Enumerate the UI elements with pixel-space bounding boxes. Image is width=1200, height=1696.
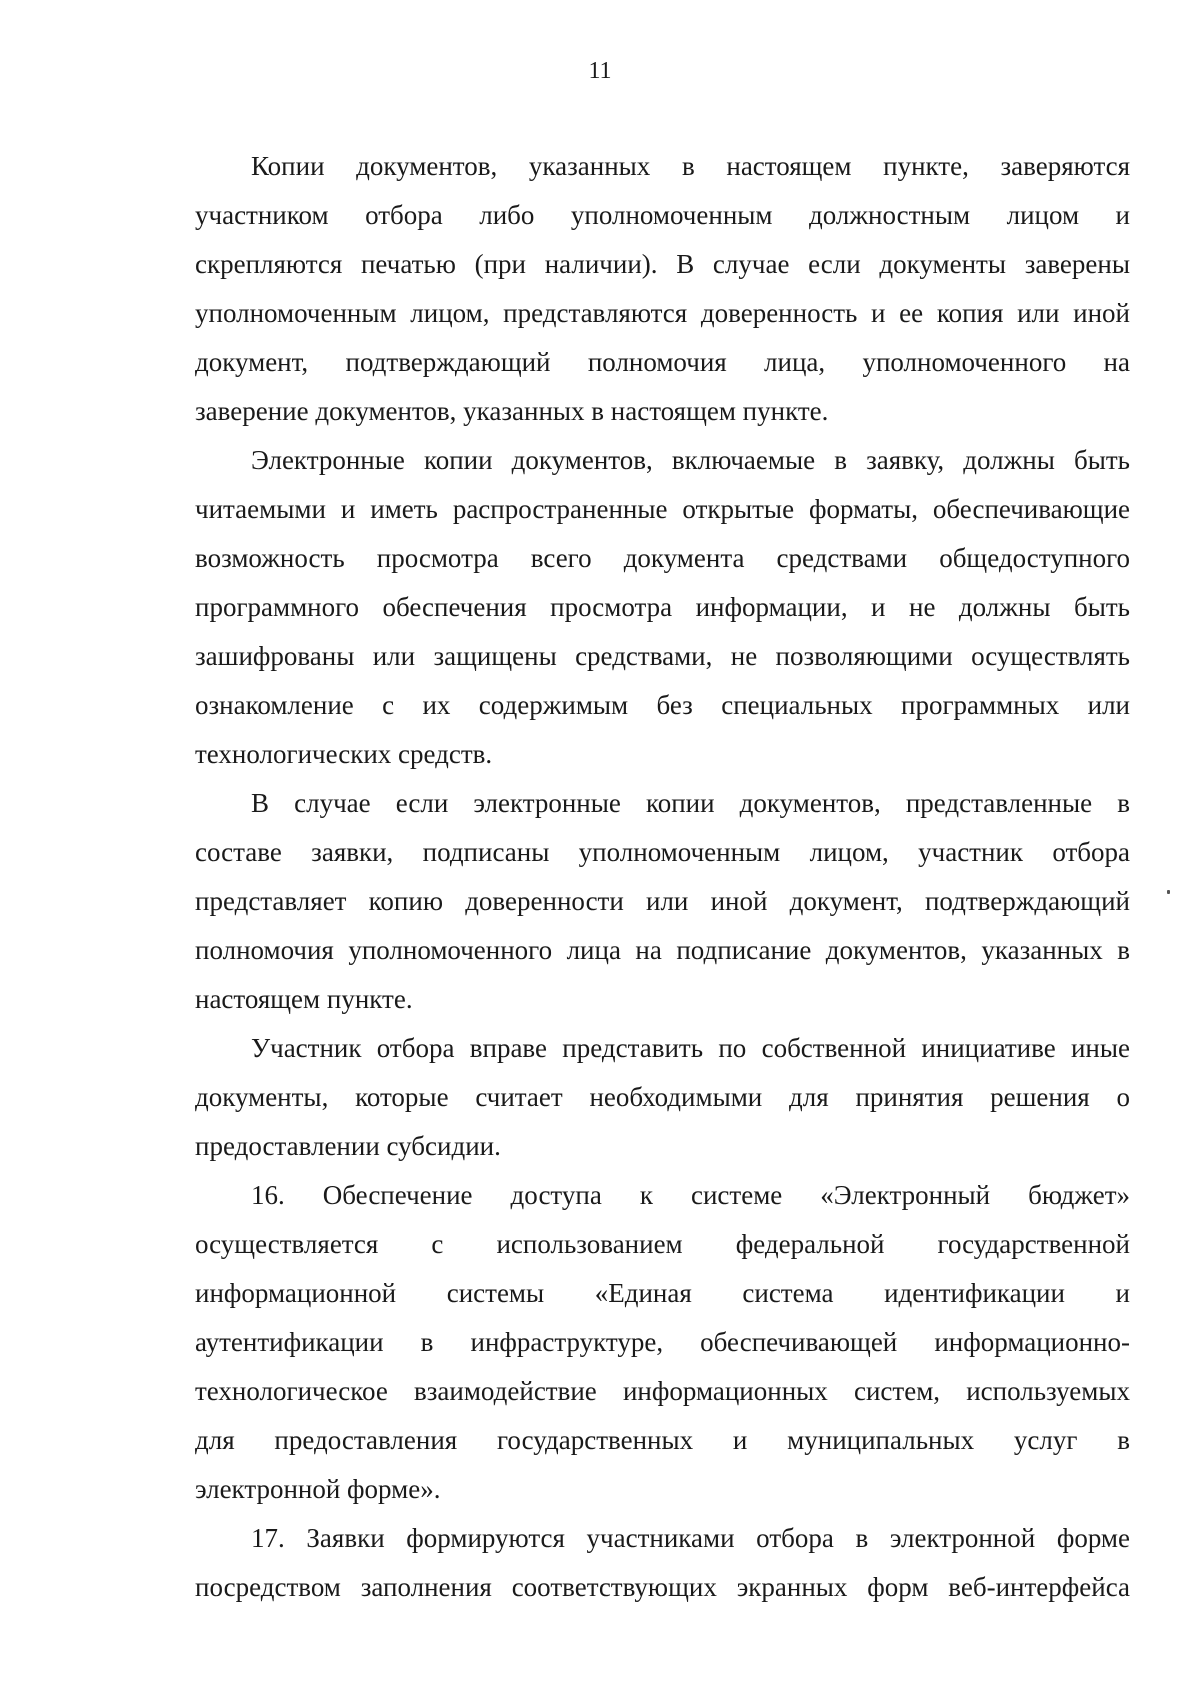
paragraph-item-16 (195, 1171, 1130, 1514)
text-line: участником отбора либо уполномоченным должностным лицом и (195, 200, 1130, 230)
text-line: Электронные копии документов, включаемые в заявку, должны быть (251, 445, 1130, 475)
text-line: зашифрованы или защищены средствами, не позволяющими осуществлять (195, 641, 1130, 671)
text-line: скрепляются печатью (при наличии). В случае если документы заверены (195, 249, 1130, 279)
text-line: составе заявки, подписаны уполномоченным лицом, участник отбора (195, 837, 1130, 867)
document-body (195, 142, 1130, 1612)
scan-speck (1167, 890, 1170, 894)
paragraph-signed-copies (195, 779, 1130, 1024)
page-number: 11 (588, 58, 612, 84)
text-line: осуществляется с использованием федеральной государственной (195, 1229, 1130, 1259)
text-line: ознакомление с их содержимым без специальных программных или (195, 690, 1130, 720)
text-line: представляет копию доверенности или иной документ, подтверждающий (195, 886, 1130, 916)
text-line: В случае если электронные копии документов, представленные в (251, 788, 1130, 818)
paragraph-electronic-copies (195, 436, 1130, 779)
paragraph-other-documents (195, 1024, 1130, 1171)
text-line: Копии документов, указанных в настоящем пункте, заверяются (251, 151, 1130, 181)
text-line: уполномоченным лицом, представляются доверенность и ее копия или иной (195, 298, 1130, 328)
text-line: полномочия уполномоченного лица на подписание документов, указанных в (195, 935, 1130, 965)
text-line: Участник отбора вправе представить по собственной инициативе иные (251, 1033, 1130, 1063)
paragraph-item-17 (195, 1514, 1130, 1612)
text-line: документ, подтверждающий полномочия лица, уполномоченного на (195, 347, 1130, 377)
text-line: возможность просмотра всего документа средствами общедоступного (195, 543, 1130, 573)
text-line: технологических средств. (195, 739, 493, 769)
text-line: электронной форме». (195, 1474, 441, 1504)
text-line: информационной системы «Единая система идентификации и (195, 1278, 1130, 1308)
text-line: для предоставления государственных и муниципальных услуг в (195, 1425, 1130, 1455)
text-line: аутентификации в инфраструктуре, обеспечивающей информационно- (195, 1327, 1130, 1357)
text-line: читаемыми и иметь распространенные открытые форматы, обеспечивающие (195, 494, 1130, 524)
text-line: 17. Заявки формируются участниками отбора в электронной форме (251, 1523, 1130, 1553)
text-line: технологическое взаимодействие информационных систем, используемых (195, 1376, 1130, 1406)
text-line: заверение документов, указанных в настоящем пункте. (195, 396, 829, 426)
text-line: посредством заполнения соответствующих экранных форм веб-интерфейса (195, 1572, 1130, 1602)
text-line: программного обеспечения просмотра информации, и не должны быть (195, 592, 1130, 622)
text-line: 16. Обеспечение доступа к системе «Электронный бюджет» (251, 1180, 1130, 1210)
text-line: документы, которые считает необходимыми для принятия решения о (195, 1082, 1130, 1112)
text-line: предоставлении субсидии. (195, 1131, 501, 1161)
paragraph-copies-certification (195, 142, 1130, 436)
text-line: настоящем пункте. (195, 984, 413, 1014)
